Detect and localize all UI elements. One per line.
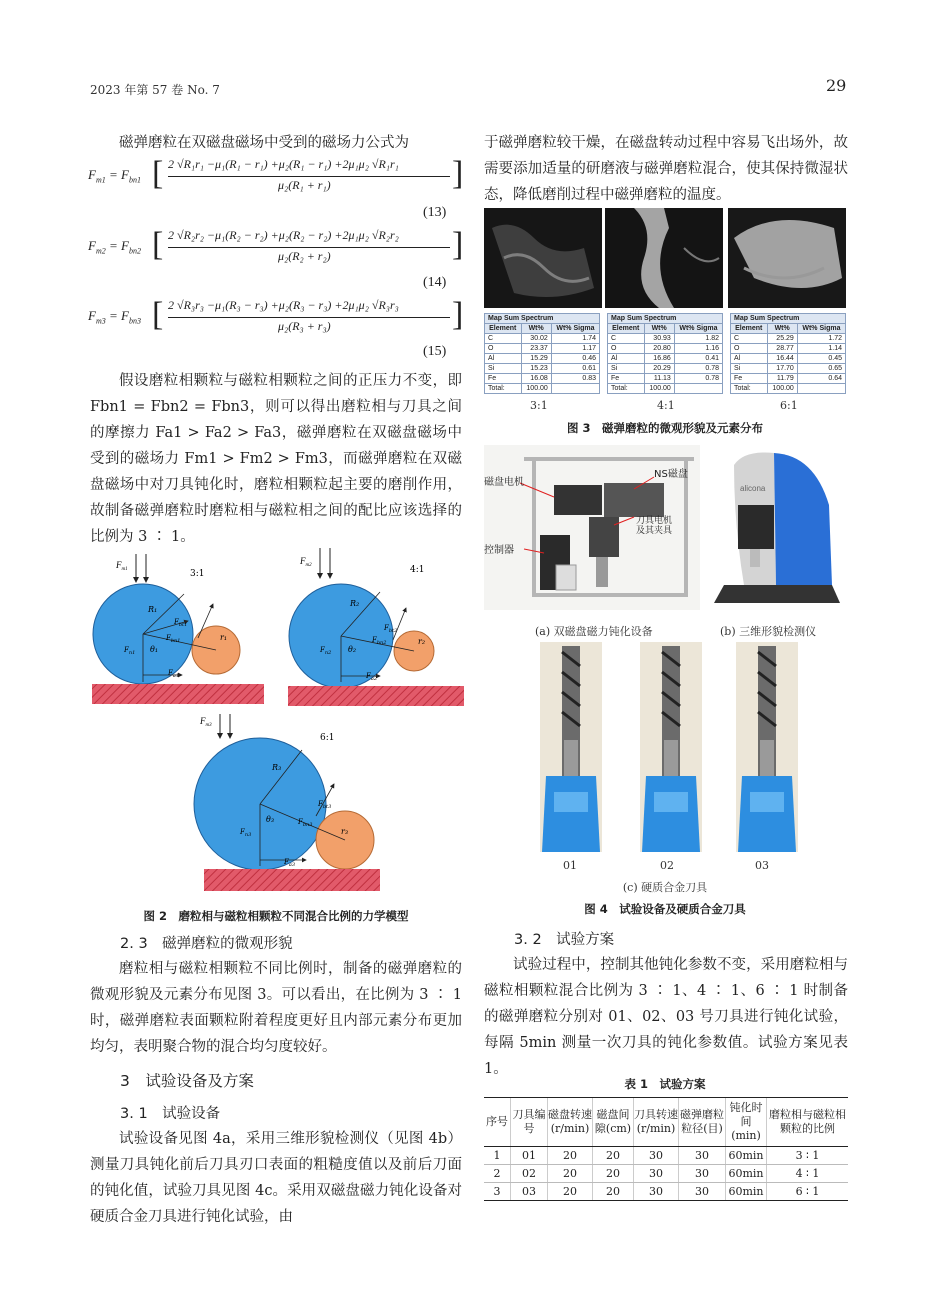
table-row: 2 02 20 20 30 30 60min 4 ∶ 1	[484, 1165, 848, 1183]
svg-text:θ₁: θ₁	[150, 645, 159, 654]
label-ns-disk: NS磁盘	[654, 469, 688, 480]
svg-text:Fn1: $F_{n1}$	[124, 646, 136, 656]
paragraph-plan: 试验过程中，控制其他钝化参数不变，采用磨粒相与磁粒相颗粒混合比例为 3 ∶ 1、4 ∶ 1、6 ∶ 1 时制备的磁弹磨粒分别对 01、02、03 号刀具进行钝化试验，每隔 5min 测量一次刀具的钝化参数值。试验方案见表 1。	[484, 957, 848, 1077]
svg-text:θ₃: θ₃	[266, 815, 275, 824]
svg-text:θ₂: θ₂	[348, 645, 357, 654]
figure-4c-tools	[540, 642, 830, 852]
eq-intro: 磁弹磨粒在双磁盘磁场中受到的磁场力公式为	[119, 135, 409, 151]
fig2-c-ratio: 6:1	[320, 733, 335, 743]
table-1: 序号 刀具编号 磁盘转速(r/min) 磁盘间隙(cm) 刀具转速(r/min) 磁弹磨粒粒径(目) 钝化时间(min) 磨粒相与磁粒相颗粒的比例 1 01 20 20 30 30 60min 3 ∶ 1 2 02 20 20 30 30 60min 4 ∶ 1 3 03 20 20 30 30 60min 6 ∶ 1	[484, 1097, 848, 1201]
svg-text:r₃: r₃	[341, 827, 349, 836]
svg-text:Fn2: $F_{n2}$	[320, 646, 332, 656]
svg-text:R₃: R₃	[272, 763, 282, 772]
svg-text:Fa2: $F_{a2}$	[366, 672, 378, 682]
svg-text:R₂: R₂	[350, 599, 360, 608]
label-tool-motor-1: 刀具电机	[636, 516, 673, 526]
fig4a-caption: (a) 双磁盘磁力钝化设备	[535, 625, 653, 638]
figure-3-caption: 图 3 磁弹磨粒的微观形貌及元素分布	[566, 421, 763, 435]
svg-text:Fm2: $F_{m2}$	[300, 556, 312, 568]
table-row: 1 01 20 20 30 30 60min 3 ∶ 1	[484, 1147, 848, 1165]
fig2-panel-4-1	[288, 548, 464, 706]
figure-4-caption: 图 4 试验设备及硬质合金刀具	[584, 902, 746, 916]
spectrum-table-3-1: Map Sum Spectrum Element Wt% Wt% Sigma C 30.02 1.74 O 23.37 1.17 Al 15.29 0.46 Si 15.23 0.61 Fe 16.08 0.83 Total: 100.00	[484, 313, 600, 394]
tool-01	[540, 642, 602, 852]
equation-14: $F_{m2} = F_{bn2}$ [ 2 √R₂r₂ −μ₁(R₂ − r₂) +μ₂(R₂ − r₂) +2μ₁μ₂ √R₂r₂ μ₂(R₂ + r₂) ]	[88, 226, 464, 263]
svg-text:r₁: r₁	[220, 633, 228, 642]
tool-02	[640, 642, 702, 852]
fig2-a-Fm: $F_{m1}$	[116, 560, 128, 572]
equation-15: $F_{m3} = F_{bn3}$ [ 2 √R₃r₃ −μ₁(R₃ − r₃) +μ₂(R₃ − r₃) +2μ₁μ₂ √R₃r₃ μ₂(R₃ + r₃) ]	[88, 296, 464, 333]
brand-logo: alicona	[740, 484, 766, 493]
svg-text:Fbt2: $F_{bt2}$	[384, 624, 398, 634]
tool-label-02: 02	[660, 859, 674, 872]
label-tool-motor-2: 及其夹具	[636, 526, 673, 536]
svg-text:Fa3: $F_{a3}$	[284, 858, 296, 868]
fig2-b-ratio: 4:1	[410, 565, 425, 575]
eq-number-15: (15)	[423, 344, 447, 359]
svg-text:Fa1: $F_{a1}$	[168, 669, 180, 679]
tool-03	[736, 642, 798, 852]
fig3-label-6-1: 6:1	[780, 399, 798, 412]
section-3-1-title: 3. 1 试验设备	[120, 1106, 221, 1122]
section-3-title: 3 试验设备及方案	[120, 1072, 254, 1090]
svg-text:Fbt1: $F_{bt1}$	[174, 618, 188, 628]
fig2-panel-3-1	[92, 554, 264, 704]
spectrum-table-6-1: Map Sum Spectrum Element Wt% Wt% Sigma C 25.29 1.72 O 28.77 1.14 Al 16.44 0.45 Si 17.70 0.65 Fe 11.79 0.64 Total: 100.00	[730, 313, 846, 394]
page-number: 29	[826, 76, 847, 95]
svg-text:R₁: R₁	[148, 605, 158, 614]
figure-3-sem-images	[484, 208, 846, 310]
tool-label-01: 01	[563, 859, 577, 872]
fig3-label-3-1: 3:1	[530, 399, 548, 412]
svg-text:Fm3: $F_{m3}$	[200, 716, 212, 728]
paragraph-friction: 假设磨粒相颗粒与磁粒相颗粒之间的正压力不变，即 Fbn1 = Fbn2 = Fbn3，则可以得出磨粒相与刀具之间的摩擦力 Fa1 > Fa2 > Fa3，磁弹磨粒在双磁盘磁场中受到的磁场力 Fm1 > Fm2 > Fm3，而磁弹磨粒在双磁盘磁场中对刀具钝化时，磨粒相颗粒起主要的磨削作用，故制备磁弹磨粒时磨粒相与磁粒相之间的配比应该选择的比例为 3 ∶ 1。	[90, 373, 462, 545]
section-2-3-title: 2. 3 磁弹磨粒的微观形貌	[120, 936, 293, 952]
svg-text:Fbn1: $F_{bn1}$	[166, 634, 181, 644]
fig2-a-ratio: 3:1	[190, 569, 205, 579]
fig4c-caption: (c) 硬质合金刀具	[622, 881, 708, 894]
eq-number-14: (14)	[423, 275, 447, 290]
eq-number-13: (13)	[423, 205, 447, 220]
fig3-label-4-1: 4:1	[657, 399, 675, 412]
paragraph-micro: 磨粒相与磁粒相颗粒不同比例时，制备的磁弹磨粒的微观形貌及元素分布见图 3。可以看出，在比例为 3 ∶ 1 时，磁弹磨粒表面颗粒附着程度更好且内部元素分布更加均匀，表明聚合物的混合均匀度较好。	[90, 961, 462, 1055]
table-1-title: 表 1 试验方案	[624, 1077, 706, 1091]
fig4b-caption: (b) 三维形貌检测仪	[720, 625, 817, 638]
table-row: 3 03 20 20 30 30 60min 6 ∶ 1	[484, 1183, 848, 1201]
figure-2-diagram	[88, 548, 468, 898]
figure-2-caption: 图 2 磨粒相与磁粒相颗粒不同混合比例的力学模型	[143, 909, 409, 923]
svg-text:r₂: r₂	[418, 637, 426, 646]
paragraph-lubricant: 于磁弹磨粒较干燥，在磁盘转动过程中容易飞出场外，故需要添加适量的研磨液与磁弹磨粒混合，使其保持微湿状态，降低磨削过程中磁弹磨粒的温度。	[484, 135, 848, 203]
label-disk-motor: 磁盘电机	[484, 477, 524, 488]
spectrum-table-4-1: Map Sum Spectrum Element Wt% Wt% Sigma C 30.93 1.82 O 20.80 1.16 Al 16.86 0.41 Si 20.29 0.78 Fe 11.13 0.78 Total: 100.00	[607, 313, 723, 394]
svg-text:Fbn3: $F_{bn3}$	[298, 818, 313, 828]
svg-text:Fn3: $F_{n3}$	[240, 828, 252, 838]
figure-4a-equipment	[484, 445, 700, 610]
fig2-panel-6-1	[194, 714, 380, 891]
running-header: 2023 年第 57 卷 No. 7	[90, 83, 220, 97]
paragraph-equipment: 试验设备见图 4a，采用三维形貌检测仪（见图 4b）测量刀具钝化前后刀具刃口表面的粗糙度值以及前后刀面的钝化值，试验刀具见图 4c。采用双磁盘磁力钝化设备对硬质合金刀具进行钝化试验，由	[90, 1131, 462, 1225]
figure-4b-profilometer	[704, 445, 846, 610]
svg-text:Fbn2: $F_{bn2}$	[372, 636, 387, 646]
label-controller: 控制器	[484, 545, 514, 556]
tool-label-03: 03	[755, 859, 769, 872]
section-3-2-title: 3. 2 试验方案	[514, 932, 615, 948]
svg-text:Fbt3: $F_{bt3}$	[318, 800, 332, 810]
equation-13: $F_{m1} = F_{bn1}$ [ 2 √R₁r₁ −μ₁(R₁ − r₁) +μ₂(R₁ − r₁) +2μ₁μ₂ √R₁r₁ μ₂(R₁ + r₁) ]	[88, 155, 464, 192]
